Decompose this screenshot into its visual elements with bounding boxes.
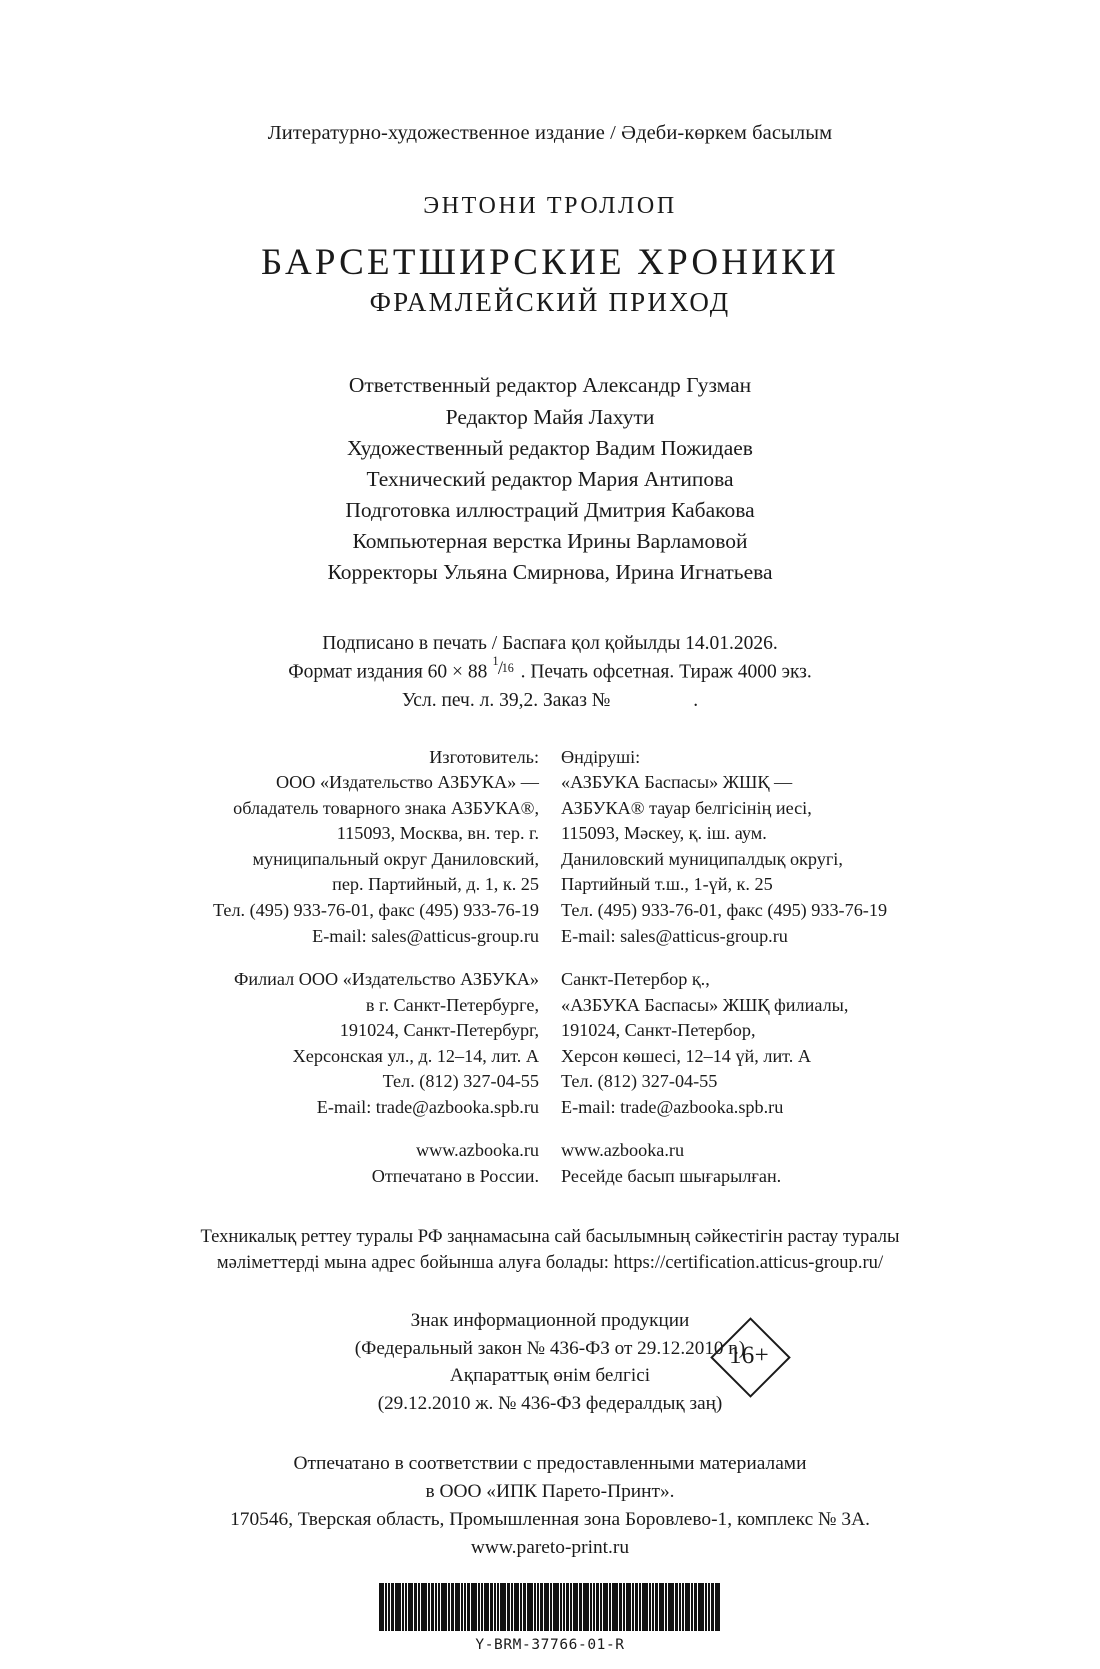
barcode-bar (685, 1583, 690, 1631)
format-prefix: Формат издания 60 × 88 (288, 661, 493, 683)
barcode-bar (511, 1583, 513, 1631)
credit-line: Художественный редактор Вадим Пожидаев (347, 435, 753, 460)
branch-line: Херсонская ул., д. 12–14, лит. А (292, 1045, 539, 1066)
barcode-bar (553, 1583, 559, 1631)
branch-block-russian (192, 967, 550, 1120)
barcode-bar (478, 1583, 480, 1631)
barcode-bar (441, 1583, 447, 1631)
branch-line: «АЗБУКА Баспасы» ЖШҚ филиалы, (561, 994, 849, 1015)
barcode-bar (639, 1583, 641, 1631)
printer-line: Отпечатано в соответствии с предоставленными материалами (293, 1452, 807, 1474)
barcode-bar (632, 1583, 634, 1631)
barcode-bar (583, 1583, 589, 1631)
barcode-bar (507, 1583, 510, 1631)
barcode-bar (435, 1583, 437, 1631)
format-fraction (492, 653, 520, 679)
barcode-bar (563, 1583, 565, 1631)
barcode-block (0, 1583, 1100, 1653)
barcode-bar (414, 1583, 417, 1631)
barcode-bar (421, 1583, 427, 1631)
publisher-line: 115093, Мәскеу, қ. іш. аум. (561, 823, 767, 844)
age-rating-line: (Федеральный закон № 436-ФЗ от 29.12.2010 г.) (354, 1337, 746, 1359)
publisher-line: пер. Партийный, д. 1, к. 25 (332, 874, 539, 895)
age-rating-line: (29.12.2010 ж. № 436-ФЗ федералдық заң) (377, 1393, 723, 1415)
barcode-bar (566, 1583, 569, 1631)
barcode-bar (619, 1583, 622, 1631)
barcode-bar (655, 1583, 658, 1631)
publisher-line: Изготовитель: (429, 746, 539, 767)
barcode-bar (388, 1583, 390, 1631)
print-info (0, 630, 1100, 715)
sheets-order-line (0, 687, 1100, 715)
signed-to-print-line: Подписано в печать / Баспаға қол қойылды 14.01.2026. (322, 632, 778, 654)
barcode-bar (379, 1583, 384, 1631)
book-title: ФРАМЛЕЙСКИЙ ПРИХОД (369, 287, 731, 318)
barcode-bar (385, 1583, 387, 1631)
publisher-line: обладатель товарного знака АЗБУКА®, (233, 797, 539, 818)
barcode-bar (540, 1583, 543, 1631)
fraction-slash: / (497, 657, 504, 679)
branch-line: Филиал ООО «Издательство АЗБУКА» (233, 969, 539, 990)
barcode-bar (694, 1583, 697, 1631)
barcode-bar (635, 1583, 638, 1631)
certification-line: Техникалық реттеу туралы РФ заңнамасына сай басылымның сәйкестігін растау туралы (200, 1225, 900, 1247)
barcode-bar (603, 1583, 608, 1631)
series-title: БАРСЕТШИРСКИЕ ХРОНИКИ (261, 242, 839, 283)
branch-phone-line: Тел. (812) 327-04-55 (561, 1071, 718, 1092)
barcode-bar (391, 1583, 394, 1631)
branch-email-line[interactable]: E-mail: trade@azbooka.spb.ru (561, 1096, 784, 1117)
barcode-bar (537, 1583, 539, 1631)
credit-line: Компьютерная верстка Ирины Варламовой (352, 528, 748, 553)
barcode-bar (484, 1583, 489, 1631)
barcode-bar (596, 1583, 599, 1631)
publisher-phone-line: Тел. (495) 933-76-01, факс (495) 933-76-19 (561, 899, 888, 920)
barcode-bar (497, 1583, 499, 1631)
branch-line: Санкт-Петербор қ., (561, 969, 710, 990)
barcode-bar (698, 1583, 704, 1631)
barcode-bar (514, 1583, 519, 1631)
author-name: ЭНТОНИ ТРОЛЛОП (423, 193, 677, 219)
barcode-bar (711, 1583, 714, 1631)
age-rating-line: Ақпараттық өнім белгісі (449, 1365, 651, 1387)
publisher-block-1-russian (192, 745, 550, 950)
sheets-prefix: Усл. печ. л. 39,2. Заказ № (401, 689, 616, 711)
publisher-line: АЗБУКА® тауар белгісінің иесі, (561, 797, 812, 818)
printed-in-line: Ресейде басып шығарылған. (561, 1166, 782, 1187)
publisher-block-1 (0, 745, 1100, 950)
barcode-bar (679, 1583, 681, 1631)
website-block-kazakh (550, 1138, 908, 1189)
publisher-email-line[interactable]: E-mail: sales@atticus-group.ru (312, 925, 539, 946)
barcode-bar (534, 1583, 536, 1631)
credit-line: Ответственный редактор Александр Гузман (348, 373, 752, 398)
credit-line: Корректоры Ульяна Смирнова, Ирина Игнатьева (327, 559, 773, 584)
printer-website-link[interactable]: www.pareto-print.ru (470, 1536, 630, 1558)
barcode-bar (490, 1583, 493, 1631)
barcode-bar (570, 1583, 572, 1631)
barcode-bar (675, 1583, 678, 1631)
barcode-bar (494, 1583, 496, 1631)
website-link[interactable]: www.azbooka.ru (415, 1140, 539, 1161)
barcode-bar (405, 1583, 407, 1631)
publisher-email-line[interactable]: E-mail: sales@atticus-group.ru (561, 925, 788, 946)
website-block-russian (192, 1138, 550, 1189)
barcode-bar (593, 1583, 595, 1631)
format-suffix: . Печать офсетная. Тираж 4000 экз. (520, 661, 812, 683)
branch-line: 191024, Санкт-Петербург, (339, 1020, 539, 1041)
branch-line: в г. Санкт-Петербурге, (365, 994, 539, 1015)
barcode-bar (408, 1583, 413, 1631)
barcode-bar (481, 1583, 483, 1631)
barcode-bar (461, 1583, 463, 1631)
printing-house-block (0, 1450, 1100, 1562)
barcode-bar (402, 1583, 404, 1631)
barcode-bar (623, 1583, 625, 1631)
barcode-bar (708, 1583, 710, 1631)
barcode-bar (431, 1583, 434, 1631)
credit-line: Технический редактор Мария Антипова (366, 466, 734, 491)
barcode-bar (471, 1583, 477, 1631)
branch-email-line[interactable]: E-mail: trade@azbooka.spb.ru (316, 1096, 539, 1117)
barcode-bar (659, 1583, 664, 1631)
barcode-bar (715, 1583, 720, 1631)
barcode-bar (668, 1583, 674, 1631)
barcode-bar (612, 1583, 618, 1631)
age-rating-badge-label: 16+ (729, 1342, 769, 1370)
branch-block-kazakh (550, 967, 908, 1120)
barcode-bar (642, 1583, 648, 1631)
publisher-line: «АЗБУКА Баспасы» ЖШҚ — (561, 772, 793, 793)
barcode-bar (665, 1583, 667, 1631)
barcode-bar (573, 1583, 578, 1631)
publisher-line: Даниловский муниципалдық округі, (561, 848, 843, 869)
printer-address-line: 170546, Тверская область, Промышленная зона Боровлево-1, комплекс № 3А. (230, 1508, 870, 1530)
edition-line: Литературно-художественное издание / Әдеби-көркем басылым (267, 122, 833, 144)
barcode-bar (500, 1583, 506, 1631)
barcode-bar (579, 1583, 582, 1631)
barcode-bar (455, 1583, 460, 1631)
barcode-bar (438, 1583, 440, 1631)
barcode-bar (527, 1583, 533, 1631)
barcode-bar (448, 1583, 450, 1631)
barcode-bar (520, 1583, 522, 1631)
barcode-bar (395, 1583, 401, 1631)
barcode-bar (523, 1583, 526, 1631)
age-rating-line: Знак информационной продукции (410, 1310, 690, 1332)
publisher-line: Партийный т.ш., 1-үй, к. 25 (561, 874, 773, 895)
barcode-bar (626, 1583, 631, 1631)
sheets-suffix: . (693, 689, 699, 711)
publisher-line: 115093, Москва, вн. тер. г. (336, 823, 539, 844)
barcode-bar (464, 1583, 466, 1631)
format-line (0, 653, 1100, 687)
barcode-bar (418, 1583, 420, 1631)
publisher-line: муниципальный округ Даниловский, (252, 848, 539, 869)
website-link[interactable]: www.azbooka.ru (561, 1140, 685, 1161)
publisher-phone-line: Тел. (495) 933-76-01, факс (495) 933-76-19 (212, 899, 539, 920)
barcode-bar (467, 1583, 470, 1631)
barcode-bar (590, 1583, 592, 1631)
branch-phone-line: Тел. (812) 327-04-55 (382, 1071, 539, 1092)
credit-line: Подготовка иллюстраций Дмитрия Кабакова (345, 497, 755, 522)
barcode-bar (451, 1583, 454, 1631)
barcode-bar (609, 1583, 611, 1631)
credits-list (0, 370, 1100, 587)
publisher-line: Өндіруші: (561, 746, 641, 767)
publisher-block-3 (0, 1138, 1100, 1189)
barcode-bar (600, 1583, 602, 1631)
barcode-code-text: Y-BRM-37766-01-R (475, 1637, 625, 1654)
printed-in-line: Отпечатано в России. (371, 1166, 539, 1187)
fraction-denominator: 16 (501, 661, 514, 676)
barcode-bar (550, 1583, 552, 1631)
publisher-line: ООО «Издательство АЗБУКА» — (276, 772, 539, 793)
age-rating-badge-icon (712, 1319, 786, 1393)
printer-line: в ООО «ИПК Парето-Принт». (425, 1480, 675, 1502)
credit-line: Редактор Майя Лахути (445, 404, 655, 429)
barcode-bar (428, 1583, 430, 1631)
barcode-image (379, 1583, 721, 1631)
barcode-bar (560, 1583, 562, 1631)
publisher-block-2 (0, 967, 1100, 1120)
barcode-bar (652, 1583, 654, 1631)
certification-line[interactable]: мәліметтерді мына адрес бойынша алуға болады: https://certification.atticus-group.ru/ (216, 1252, 884, 1274)
certification-notice (0, 1224, 1100, 1278)
fraction-numerator: 1 (492, 653, 499, 668)
barcode-bar (691, 1583, 693, 1631)
barcode-bar (544, 1583, 549, 1631)
barcode-bar (705, 1583, 707, 1631)
publisher-block-1-kazakh (550, 745, 908, 950)
branch-line: Херсон көшесі, 12–14 үй, лит. А (561, 1045, 811, 1066)
age-rating-block (0, 1307, 1100, 1418)
barcode-bar (649, 1583, 651, 1631)
age-rating-text (355, 1307, 745, 1418)
barcode-bar (682, 1583, 684, 1631)
branch-line: 191024, Санкт-Петербор, (561, 1020, 756, 1041)
